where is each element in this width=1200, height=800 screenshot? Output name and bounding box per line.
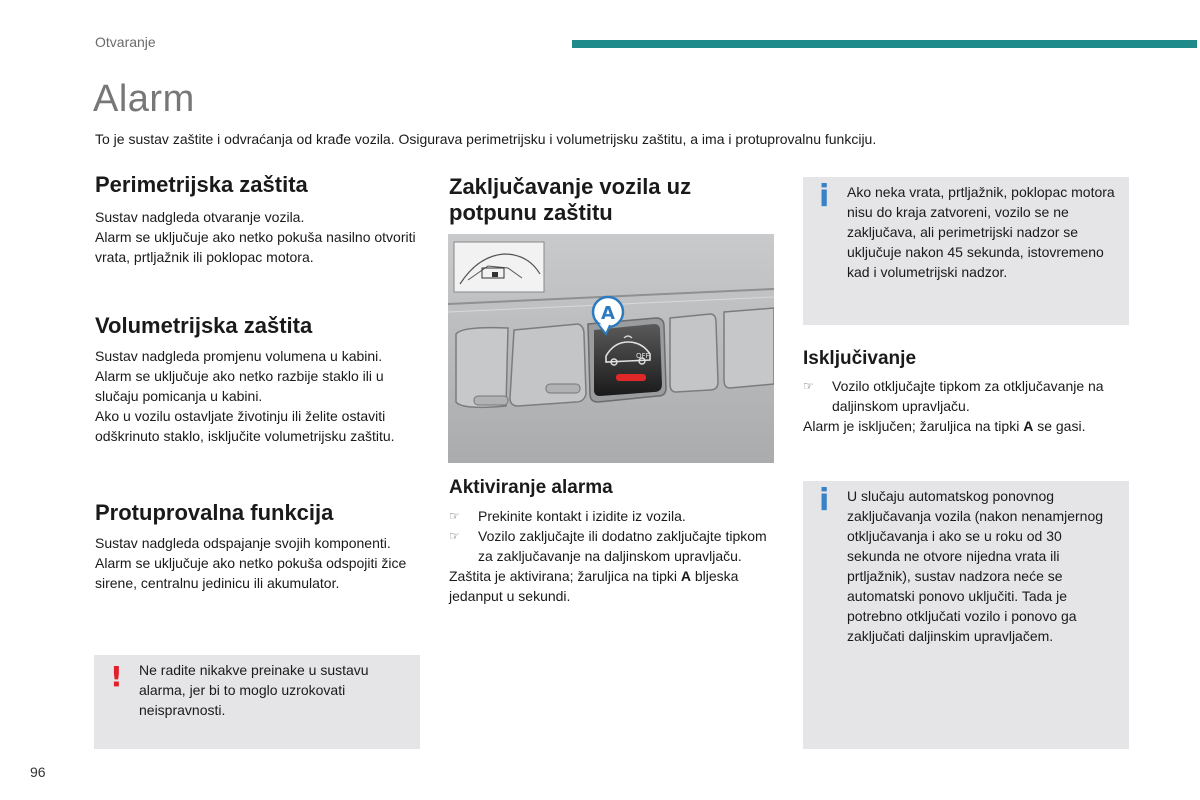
perimeter-title: Perimetrijska zaštita: [95, 172, 308, 197]
activation-bullet: [449, 506, 779, 526]
pointing-hand-icon: ☞: [803, 379, 814, 393]
section-label: Otvaranje: [95, 34, 156, 50]
page-title: Alarm: [93, 78, 195, 120]
left-column: [95, 172, 425, 267]
deactivation-body: [803, 376, 1133, 436]
callout-label-a: A: [601, 303, 615, 324]
page-number: 96: [30, 764, 46, 780]
perimeter-body: [95, 207, 425, 267]
activation-result-text: bljeska jedanput u sekundi.: [449, 568, 739, 604]
deactivation-bullet: [803, 376, 1133, 416]
activation-bullet: [449, 526, 779, 566]
activation-title: Aktiviranje alarma: [449, 477, 613, 498]
perimeter-line: Sustav nadgleda otvaranje vozila.: [95, 209, 305, 225]
deactivation-bullet-text: Vozilo otključajte tipkom za otključavanje na daljinskom upravljaču.: [832, 378, 1104, 414]
activation-result-text: Zaštita je aktivirana; žaruljica na tipki: [449, 568, 681, 584]
info-icon: i: [819, 483, 830, 518]
deactivation-result-text: Alarm je isključen; žaruljica na tipki: [803, 418, 1024, 434]
activation-body: [449, 506, 779, 606]
header-accent-bar: [572, 40, 1197, 48]
deactivation-result-text: se gasi.: [1033, 418, 1086, 434]
alarm-button-figure: [448, 234, 774, 463]
full-lock-title: Zaključavanje vozila uz potpunu zaštitu: [449, 174, 692, 225]
antitamper-body: [95, 533, 425, 593]
warning-text: Ne radite nikakve preinake u sustavu alarma, jer bi to moglo uzrokovati neispravnosti.: [139, 662, 369, 718]
perimeter-line: Alarm se uključuje ako netko pokuša nasilno otvoriti vrata, prtljažnik ili poklopac motora.: [95, 229, 416, 265]
exclamation-icon: !: [110, 660, 123, 693]
activation-bullet-text: Vozilo zaključajte ili dodatno zaključajte tipkom za zaključavanje na daljinskom upravljaču.: [478, 528, 767, 564]
antitamper-line: Sustav nadgleda odspajanje svojih komponenti.: [95, 535, 391, 551]
button-reference: A: [680, 568, 691, 584]
antitamper-title: Protuprovalna funkcija: [95, 500, 334, 525]
activation-bullet-text: Prekinite kontakt i izidite iz vozila.: [478, 508, 686, 524]
warning-notice: [94, 655, 420, 749]
info-notice-relock: [803, 481, 1129, 749]
volumetric-line: Sustav nadgleda promjenu volumena u kabini.: [95, 348, 383, 364]
volumetric-title: Volumetrijska zaštita: [95, 313, 313, 338]
middle-title: [449, 174, 769, 226]
volumetric-body: [95, 346, 425, 446]
activation-result: [449, 566, 779, 606]
pointing-hand-icon: ☞: [449, 509, 460, 523]
volumetric-line: Ako u vozilu ostavljate životinju ili želite ostaviti odškrinuto staklo, isključite volumetrijsku zaštitu.: [95, 408, 395, 444]
pointing-hand-icon: ☞: [449, 529, 460, 543]
deactivation-section: [803, 348, 1133, 436]
button-off-label: OFF: [636, 352, 650, 360]
info-icon: i: [819, 179, 830, 214]
button-reference: A: [1023, 418, 1034, 434]
antitamper-line: Alarm se uključuje ako netko pokuša odspojiti žice sirene, centralnu jedinicu ili akumulator.: [95, 555, 407, 591]
deactivation-result: [803, 416, 1133, 436]
intro-text: To je sustav zaštite i odvraćanja od krađe vozila. Osigurava perimetrijsku i volumetrijsku zaštitu, a ima i protuprovalnu funkciju.: [95, 131, 877, 147]
info-text-relock: U slučaju automatskog ponovnog zaključavanja vozila (nakon nenamjernog otključavanja i ako se u roku od 30 sekunda ne otvore nijedna vrata ili prtljažnik), sustav nadzora neće se automatski ponovo uključiti. Tada je potrebno otključati vozilo i ponovo ga zaključati daljinskim upravljačem.: [847, 488, 1104, 644]
volumetric-section: [95, 313, 425, 446]
volumetric-line: Alarm se uključuje ako netko razbije staklo ili u slučaju pomicanja u kabini.: [95, 368, 384, 404]
info-notice-doors: [803, 177, 1129, 325]
info-text-doors: Ako neka vrata, prtljažnik, poklopac motora nisu do kraja zatvoreni, vozilo se ne zaključava, ali perimetrijski nadzor se uključuje nakon 45 sekunda, istovremeno kad i volumetrijski nadzor.: [847, 184, 1115, 280]
activation-section: [449, 477, 779, 606]
antitamper-section: [95, 500, 425, 593]
dashboard-illustration: [448, 234, 774, 463]
deactivation-title: Isključivanje: [803, 348, 917, 369]
